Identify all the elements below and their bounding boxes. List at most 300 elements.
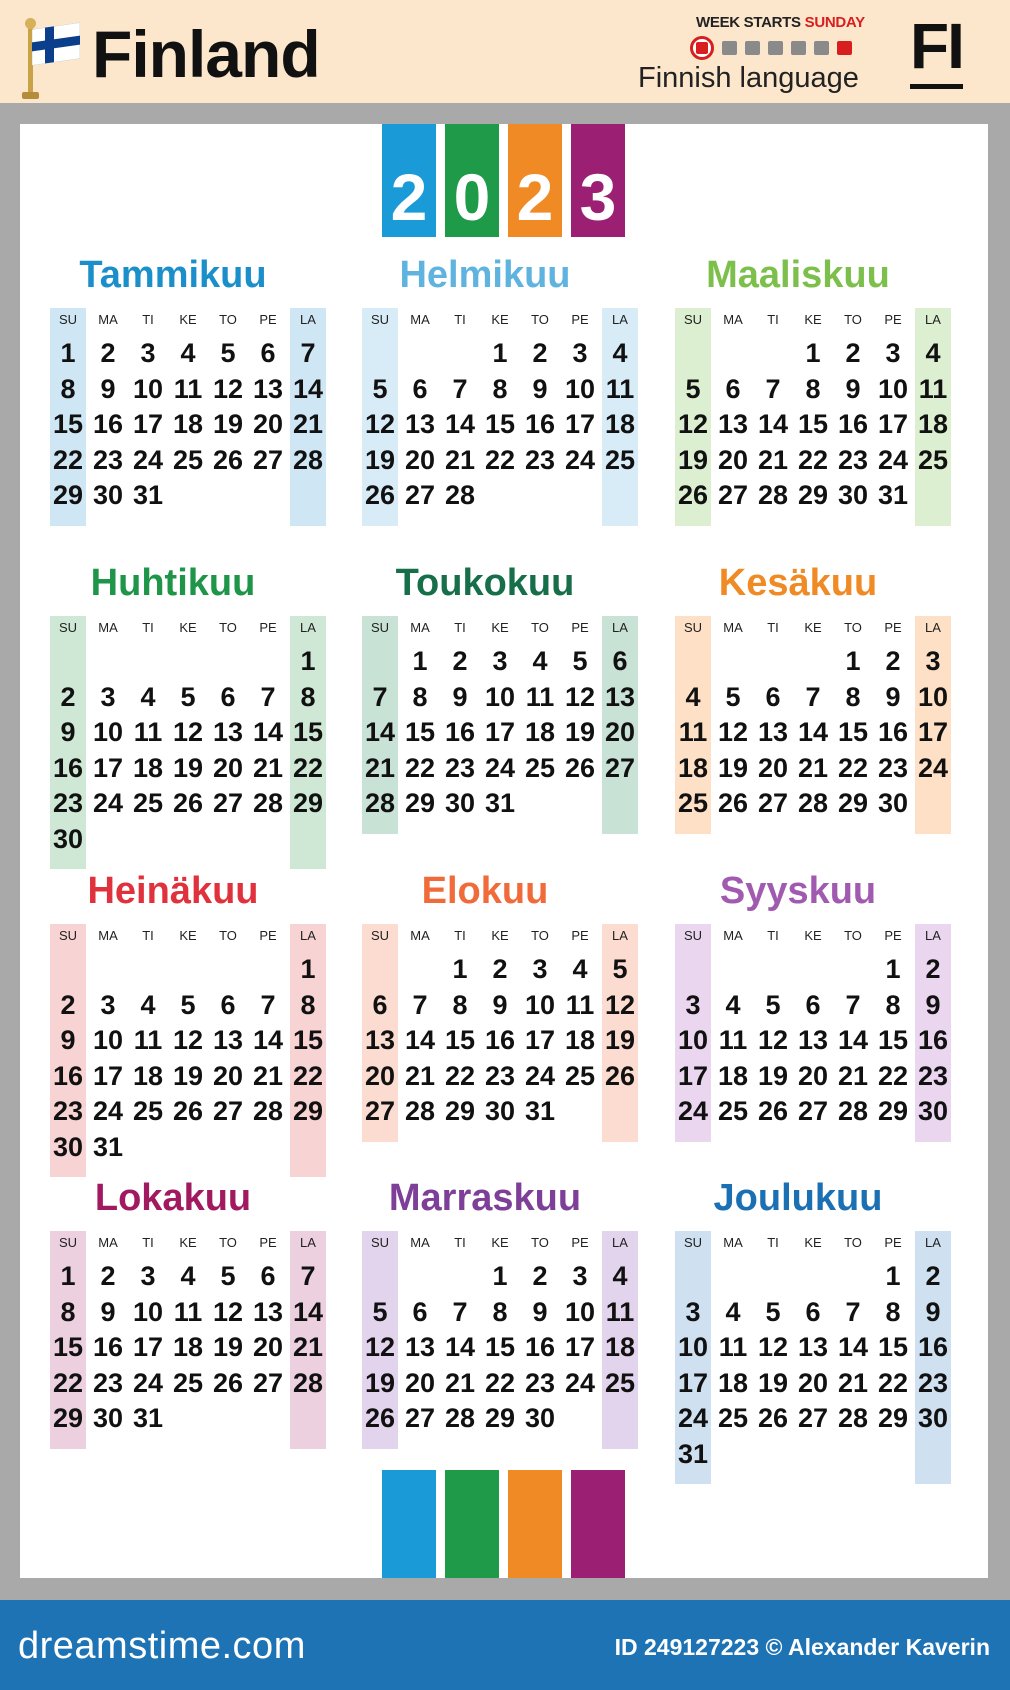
day-number: 11	[133, 717, 163, 747]
weekday-header: PE	[884, 312, 902, 327]
day-number: 7	[845, 989, 861, 1020]
day-number: 15	[877, 1332, 909, 1362]
weekday-header: PE	[884, 928, 902, 943]
day-number: 18	[172, 1332, 204, 1362]
day-number: 18	[132, 1060, 164, 1091]
day-number: 22	[292, 752, 324, 783]
day-number: 20	[404, 1367, 436, 1398]
day-number: 15	[292, 1025, 324, 1055]
day-number: 5	[180, 989, 196, 1020]
day-number: 22	[837, 752, 869, 783]
day-number: 13	[797, 1332, 829, 1362]
day-number: 14	[837, 1025, 869, 1055]
bottom-color-block-4	[571, 1470, 625, 1578]
week-start-indicator	[690, 36, 880, 60]
day-number: 19	[364, 1367, 396, 1398]
day-number: 9	[452, 681, 468, 712]
weekday-header: PE	[259, 312, 277, 327]
bottom-color-block-2	[445, 1470, 499, 1578]
day-number: 28	[292, 444, 324, 475]
day-number: 17	[877, 409, 909, 439]
country-title: Finland	[92, 17, 320, 91]
day-number: 19	[172, 1060, 204, 1091]
day-number: 17	[524, 1025, 556, 1055]
day-number: 14	[837, 1332, 869, 1362]
day-number: 28	[444, 1403, 476, 1433]
day-number: 1	[805, 338, 821, 368]
day-number: 13	[212, 1025, 244, 1055]
day-number: 17	[92, 1060, 124, 1091]
day-number: 5	[372, 373, 388, 404]
weekday-header: LA	[300, 928, 316, 943]
sunday-marker-icon	[690, 36, 714, 60]
month-name: Syyskuu	[719, 870, 877, 912]
day-number: 2	[60, 681, 76, 712]
weekday-header: SU	[683, 1235, 703, 1250]
day-number: 23	[444, 752, 476, 783]
day-number: 14	[404, 1025, 436, 1055]
weekday-header: TI	[767, 928, 779, 943]
day-number: 8	[845, 681, 861, 712]
day-number: 3	[885, 338, 901, 368]
day-number: 19	[172, 752, 204, 783]
day-number: 12	[212, 373, 244, 404]
weekday-header: SU	[58, 620, 78, 635]
day-number: 8	[492, 1296, 508, 1327]
day-number: 21	[364, 752, 396, 783]
day-number: 2	[60, 989, 76, 1020]
day-number: 28	[252, 788, 284, 818]
weekday-header: TI	[454, 620, 466, 635]
day-number: 9	[532, 373, 548, 404]
day-number: 7	[845, 1296, 861, 1327]
day-number: 13	[404, 409, 436, 439]
day-number: 10	[877, 373, 909, 404]
day-number: 18	[524, 717, 556, 747]
day-number: 26	[212, 444, 244, 475]
day-number: 23	[524, 1367, 556, 1398]
day-number: 5	[765, 989, 781, 1020]
day-number: 29	[484, 1403, 516, 1433]
day-number: 30	[444, 788, 476, 818]
weekday-header: LA	[925, 620, 941, 635]
day-number: 11	[173, 1296, 203, 1327]
day-number: 4	[925, 338, 941, 368]
day-number: 1	[60, 1261, 76, 1291]
day-number: 6	[372, 989, 388, 1020]
day-number: 4	[725, 1296, 741, 1327]
day-number: 28	[444, 480, 476, 510]
day-number: 14	[364, 717, 396, 747]
day-number: 19	[212, 409, 244, 439]
day-number: 9	[925, 1296, 941, 1327]
day-number: 26	[364, 480, 396, 510]
day-number: 25	[524, 752, 556, 783]
day-number: 19	[604, 1025, 636, 1055]
week-starts-label: WEEK STARTS SUNDAY	[696, 14, 865, 31]
day-number: 23	[917, 1367, 949, 1398]
day-number: 27	[212, 788, 244, 818]
day-number: 14	[797, 717, 829, 747]
day-number: 22	[484, 444, 516, 475]
weekday-header: TI	[767, 1235, 779, 1250]
weekday-header: PE	[571, 928, 589, 943]
day-number: 6	[220, 989, 236, 1020]
day-number: 11	[605, 373, 635, 404]
day-number: 26	[604, 1060, 636, 1091]
day-number: 8	[885, 989, 901, 1020]
day-number: 15	[444, 1025, 476, 1055]
weekday-header: TO	[219, 620, 237, 635]
day-number: 11	[133, 1025, 163, 1055]
day-number: 1	[885, 954, 901, 984]
weekday-header: SU	[58, 1235, 78, 1250]
day-number: 21	[837, 1367, 869, 1398]
day-number: 24	[917, 752, 949, 783]
day-number: 22	[404, 752, 436, 783]
day-number: 5	[372, 1296, 388, 1327]
day-number: 25	[717, 1403, 749, 1433]
day-number: 11	[173, 373, 203, 404]
day-number: 13	[797, 1025, 829, 1055]
day-number: 16	[52, 1060, 84, 1091]
day-number: 20	[757, 752, 789, 783]
day-number: 12	[677, 409, 709, 439]
day-number: 13	[364, 1025, 396, 1055]
site-logo-text: dreamstime.com	[18, 1625, 306, 1667]
day-number: 4	[140, 681, 156, 712]
day-number: 10	[484, 681, 516, 712]
day-number: 20	[604, 717, 636, 747]
day-number: 11	[605, 1296, 635, 1327]
day-number: 26	[757, 1096, 789, 1126]
day-number: 7	[452, 373, 468, 404]
day-number: 16	[524, 1332, 556, 1362]
weekday-header: KE	[179, 1235, 197, 1250]
day-number: 6	[765, 681, 781, 712]
day-number: 30	[92, 480, 124, 510]
finland-flag-icon	[24, 18, 82, 100]
day-number: 28	[757, 480, 789, 510]
day-number: 20	[252, 1332, 284, 1362]
day-number: 3	[492, 646, 508, 676]
day-number: 30	[52, 1131, 84, 1162]
day-number: 29	[837, 788, 869, 818]
day-number: 28	[252, 1096, 284, 1126]
day-number: 24	[92, 1096, 124, 1126]
year-digit: 3	[579, 160, 617, 234]
day-number: 16	[92, 409, 124, 439]
weekday-header: TO	[844, 928, 862, 943]
day-number: 26	[212, 1367, 244, 1398]
weekday-header: TO	[219, 1235, 237, 1250]
weekday-header: LA	[612, 928, 628, 943]
weekday-header: TI	[142, 312, 154, 327]
day-number: 17	[677, 1060, 709, 1091]
weekday-header: PE	[571, 1235, 589, 1250]
weekday-header: TI	[767, 620, 779, 635]
day-number: 17	[677, 1367, 709, 1398]
day-number: 20	[252, 409, 284, 439]
day-number: 25	[604, 1367, 636, 1398]
day-number: 21	[797, 752, 829, 783]
day-number: 31	[877, 480, 909, 510]
weekday-header: TO	[844, 1235, 862, 1250]
day-number: 17	[484, 717, 516, 747]
day-number: 15	[877, 1025, 909, 1055]
day-number: 7	[452, 1296, 468, 1327]
day-number: 22	[484, 1367, 516, 1398]
weekday-header: TO	[219, 312, 237, 327]
day-number: 29	[877, 1096, 909, 1126]
day-number: 28	[797, 788, 829, 818]
day-number: 13	[404, 1332, 436, 1362]
day-number: 8	[412, 681, 428, 712]
day-number: 5	[180, 681, 196, 712]
weekday-header: MA	[98, 928, 118, 943]
day-number: 24	[564, 1367, 596, 1398]
day-number: 2	[925, 954, 941, 984]
weekday-header: KE	[491, 620, 509, 635]
day-number: 4	[180, 1261, 196, 1291]
day-number: 11	[918, 373, 948, 404]
day-number: 6	[805, 1296, 821, 1327]
day-number: 29	[877, 1403, 909, 1433]
weekday-header: SU	[370, 928, 390, 943]
day-number: 15	[797, 409, 829, 439]
day-number: 1	[492, 338, 508, 368]
day-number: 4	[685, 681, 701, 712]
day-number: 9	[885, 681, 901, 712]
day-number: 6	[725, 373, 741, 404]
month-name: Heinäkuu	[87, 870, 259, 912]
day-number: 29	[444, 1096, 476, 1126]
day-number: 12	[564, 681, 596, 712]
day-number: 10	[564, 373, 596, 404]
day-number: 14	[444, 409, 476, 439]
day-number: 18	[917, 409, 949, 439]
day-number: 31	[132, 480, 164, 510]
weekday-header: MA	[723, 620, 743, 635]
day-number: 17	[132, 1332, 164, 1362]
day-number: 21	[444, 444, 476, 475]
day-number: 5	[725, 681, 741, 712]
day-number: 11	[678, 717, 708, 747]
day-number: 22	[444, 1060, 476, 1091]
weekday-header: PE	[571, 620, 589, 635]
day-number: 17	[917, 717, 949, 747]
weekday-header: TI	[454, 312, 466, 327]
day-number: 23	[92, 444, 124, 475]
day-number: 30	[484, 1096, 516, 1126]
weekday-header: MA	[723, 312, 743, 327]
footer-bar	[0, 1600, 1010, 1690]
day-number: 8	[452, 989, 468, 1020]
day-number: 21	[444, 1367, 476, 1398]
weekday-header: TO	[844, 312, 862, 327]
weekday-header: MA	[410, 312, 430, 327]
day-number: 30	[837, 480, 869, 510]
day-number: 25	[172, 1367, 204, 1398]
day-number: 24	[564, 444, 596, 475]
day-number: 21	[837, 1060, 869, 1091]
weekday-header: MA	[98, 312, 118, 327]
day-number: 16	[877, 717, 909, 747]
weekday-header: SU	[370, 620, 390, 635]
day-number: 14	[252, 1025, 284, 1055]
day-number: 3	[925, 646, 941, 676]
day-number: 4	[572, 954, 588, 984]
day-number: 15	[404, 717, 436, 747]
week-start-day: SUNDAY	[804, 14, 865, 31]
weekday-header: TI	[454, 1235, 466, 1250]
weekday-header: MA	[98, 1235, 118, 1250]
day-number: 27	[404, 480, 436, 510]
day-number: 7	[805, 681, 821, 712]
day-number: 6	[612, 646, 628, 676]
day-number: 30	[524, 1403, 556, 1433]
day-number: 1	[300, 646, 316, 676]
day-number: 20	[797, 1060, 829, 1091]
weekday-header: LA	[300, 1235, 316, 1250]
day-number: 5	[685, 373, 701, 404]
day-number: 17	[564, 1332, 596, 1362]
day-number: 4	[612, 338, 628, 368]
day-number: 28	[837, 1403, 869, 1433]
day-number: 1	[452, 954, 468, 984]
year-block-1	[382, 124, 436, 237]
day-number: 26	[172, 788, 204, 818]
day-number: 30	[877, 788, 909, 818]
day-number: 31	[484, 788, 516, 818]
day-number: 8	[60, 1296, 76, 1327]
weekday-header: TO	[844, 620, 862, 635]
day-number: 10	[132, 373, 164, 404]
day-number: 14	[757, 409, 789, 439]
weekday-header: KE	[491, 1235, 509, 1250]
day-number: 15	[837, 717, 869, 747]
day-number: 12	[364, 409, 396, 439]
weekday-header: KE	[804, 928, 822, 943]
weekday-header: PE	[259, 928, 277, 943]
weekday-header: KE	[491, 312, 509, 327]
day-number: 21	[757, 444, 789, 475]
day-number: 18	[677, 752, 709, 783]
day-number: 7	[412, 989, 428, 1020]
day-number: 26	[564, 752, 596, 783]
day-number: 14	[252, 717, 284, 747]
day-number: 12	[717, 717, 749, 747]
day-number: 7	[765, 373, 781, 404]
day-number: 19	[677, 444, 709, 475]
day-number: 15	[292, 717, 324, 747]
day-number: 2	[925, 1261, 941, 1291]
day-number: 9	[60, 717, 76, 747]
weekday-header: PE	[884, 620, 902, 635]
year-digit: 0	[453, 160, 491, 234]
day-number: 7	[300, 1261, 316, 1291]
day-number: 28	[364, 788, 396, 818]
day-number: 6	[412, 1296, 428, 1327]
day-number: 20	[404, 444, 436, 475]
day-number: 28	[292, 1367, 324, 1398]
day-number: 5	[220, 1261, 236, 1291]
day-number: 27	[797, 1096, 829, 1126]
day-number: 16	[92, 1332, 124, 1362]
day-number: 30	[92, 1403, 124, 1433]
weekday-header: KE	[179, 928, 197, 943]
day-number: 7	[300, 338, 316, 368]
day-number: 12	[172, 717, 204, 747]
day-number: 4	[612, 1261, 628, 1291]
weekday-header: MA	[410, 620, 430, 635]
day-number: 27	[252, 1367, 284, 1398]
month-name: Marraskuu	[388, 1177, 582, 1219]
day-number: 7	[260, 681, 276, 712]
day-number: 11	[565, 989, 595, 1020]
year-digit: 2	[516, 160, 554, 234]
weekday-header: SU	[683, 312, 703, 327]
day-number: 14	[292, 373, 324, 404]
day-number: 13	[212, 717, 244, 747]
day-number: 12	[364, 1332, 396, 1362]
weekday-header: TI	[454, 928, 466, 943]
day-number: 12	[172, 1025, 204, 1055]
day-number: 17	[92, 752, 124, 783]
day-number: 6	[260, 338, 276, 368]
day-number: 22	[292, 1060, 324, 1091]
day-number: 3	[532, 954, 548, 984]
day-number: 5	[765, 1296, 781, 1327]
year-block-3	[508, 124, 562, 237]
day-number: 20	[212, 1060, 244, 1091]
day-number: 11	[718, 1332, 748, 1362]
weekday-header: TO	[531, 620, 549, 635]
month-name: Toukokuu	[395, 562, 575, 604]
day-number: 20	[797, 1367, 829, 1398]
day-number: 29	[292, 788, 324, 818]
day-number: 24	[877, 444, 909, 475]
day-number: 16	[837, 409, 869, 439]
day-number: 15	[484, 1332, 516, 1362]
day-number: 14	[444, 1332, 476, 1362]
day-number: 19	[717, 752, 749, 783]
weekday-header: LA	[925, 312, 941, 327]
day-number: 16	[524, 409, 556, 439]
day-number: 18	[564, 1025, 596, 1055]
day-number: 2	[845, 338, 861, 368]
month-name: Maaliskuu	[706, 254, 890, 296]
day-number: 4	[532, 646, 548, 676]
day-number: 3	[100, 989, 116, 1020]
day-number: 10	[132, 1296, 164, 1327]
day-number: 23	[484, 1060, 516, 1091]
day-number: 6	[412, 373, 428, 404]
day-number: 6	[260, 1261, 276, 1291]
day-number: 16	[52, 752, 84, 783]
weekday-header: PE	[884, 1235, 902, 1250]
day-number: 16	[484, 1025, 516, 1055]
day-number: 13	[252, 1296, 284, 1327]
day-number: 8	[300, 681, 316, 712]
day-number: 19	[757, 1367, 789, 1398]
day-number: 28	[404, 1096, 436, 1126]
day-number: 1	[60, 338, 76, 368]
day-number: 23	[52, 788, 84, 818]
day-number: 31	[132, 1403, 164, 1433]
day-number: 10	[677, 1332, 709, 1362]
day-number: 6	[805, 989, 821, 1020]
